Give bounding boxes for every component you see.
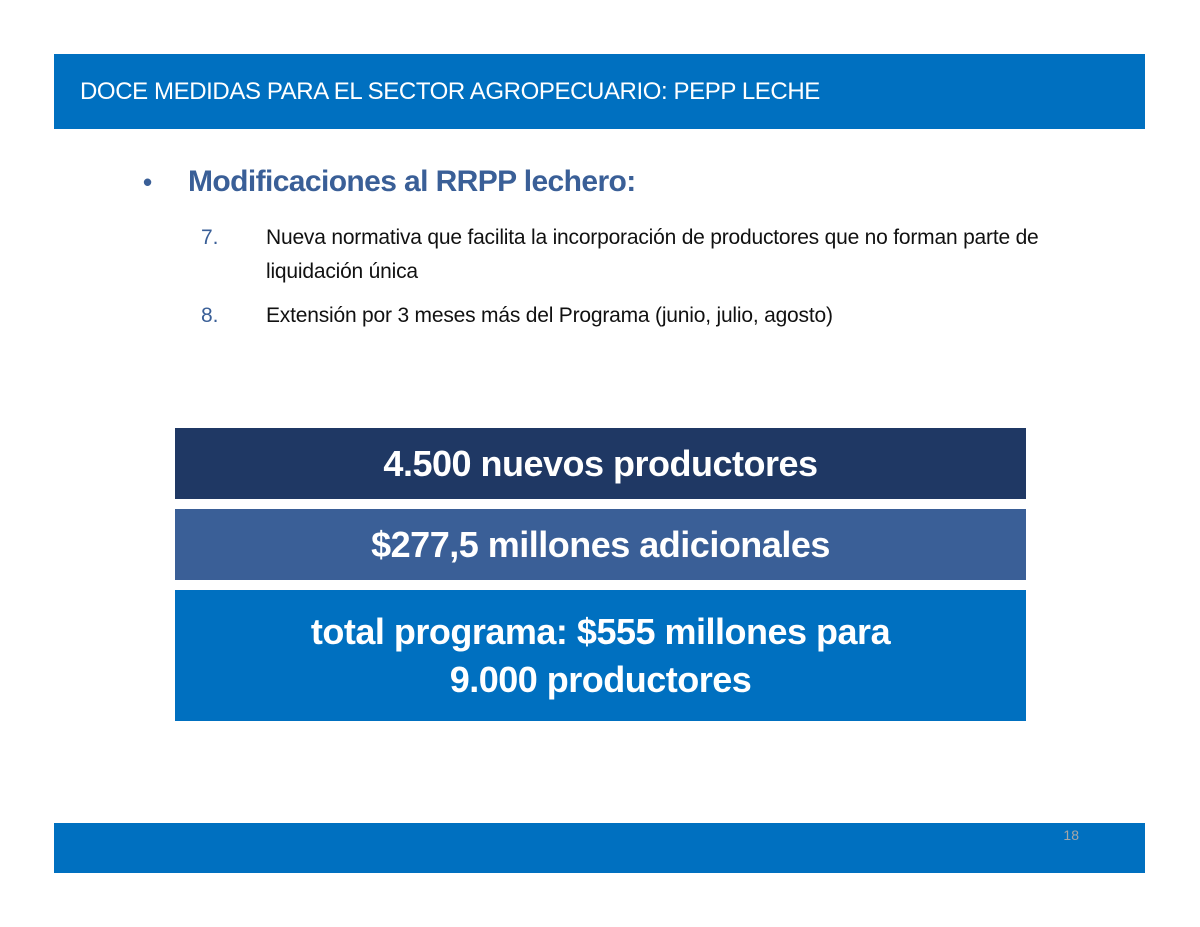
- list-item-number: 8.: [201, 304, 219, 327]
- slide-title: DOCE MEDIDAS PARA EL SECTOR AGROPECUARIO: PEPP LECHE: [80, 78, 820, 105]
- section-heading: Modificaciones al RRPP lechero:: [188, 165, 636, 198]
- header-band: [54, 54, 1145, 129]
- additional-funds-text: $277,5 millones adicionales: [371, 523, 830, 565]
- list-item-text: Nueva normativa que facilita la incorporación de productores que no forman parte de liquidación única: [266, 226, 1039, 283]
- list-item-text: Extensión por 3 meses más del Programa (junio, julio, agosto): [266, 304, 833, 327]
- program-total-box: [175, 590, 1026, 721]
- new-producers-box: [175, 428, 1026, 499]
- bullet-heading: [143, 165, 1043, 199]
- list-item-number: 7.: [201, 226, 219, 249]
- bullet-icon: •: [143, 166, 152, 197]
- page-number: 18: [1063, 827, 1079, 843]
- program-total-line-2: 9.000 productores: [449, 658, 752, 700]
- footer-band: [54, 823, 1145, 873]
- program-total-line-1: total programa: $555 millones para: [310, 610, 891, 652]
- numbered-list: [143, 221, 1043, 333]
- list-item: [143, 299, 1043, 333]
- new-producers-text: 4.500 nuevos productores: [383, 442, 818, 484]
- content-section: [143, 165, 1043, 343]
- additional-funds-box: [175, 509, 1026, 580]
- list-item: [143, 221, 1043, 289]
